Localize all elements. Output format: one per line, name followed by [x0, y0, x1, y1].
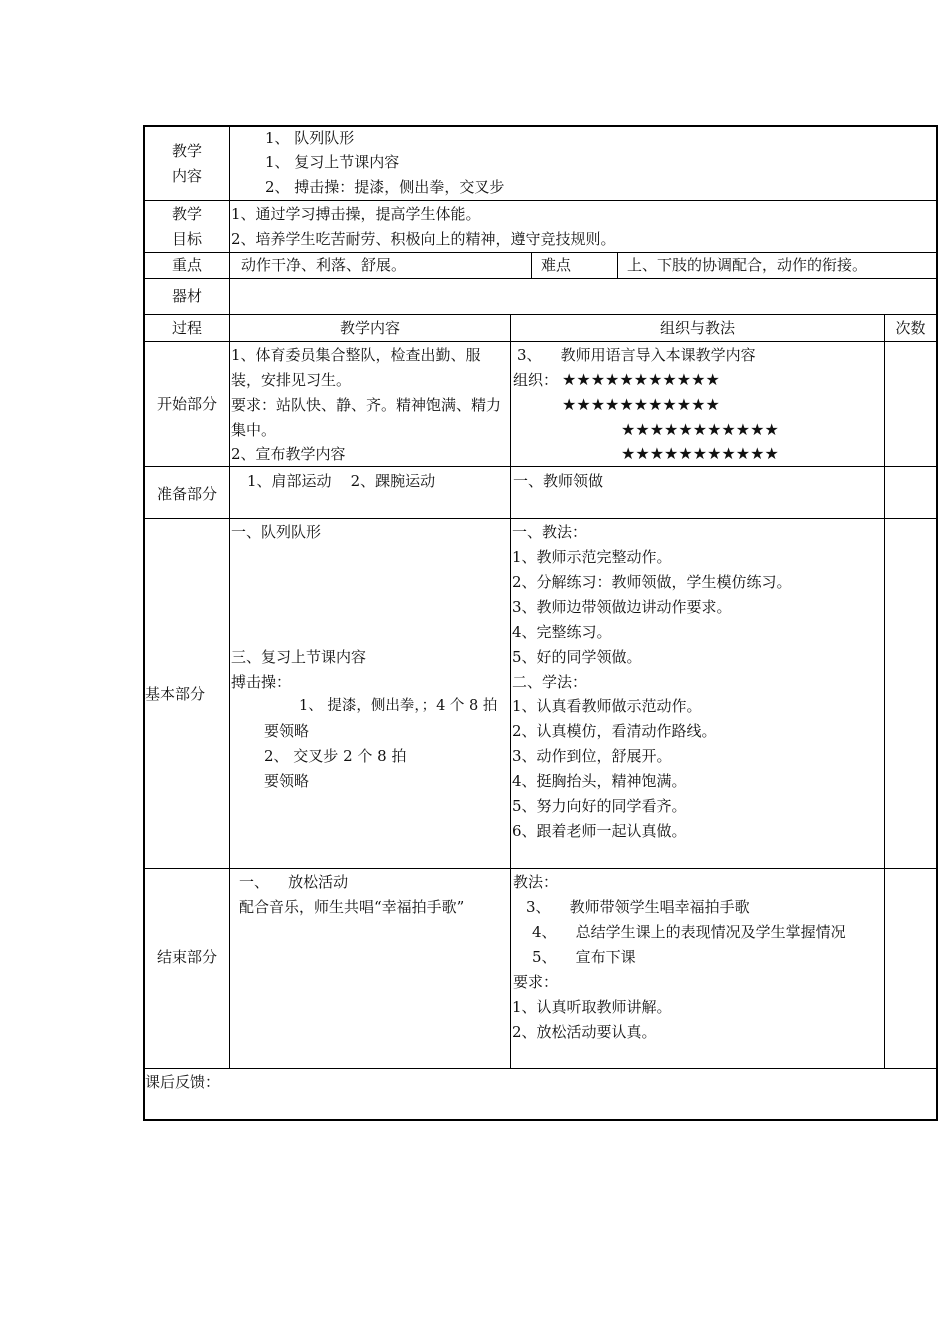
- equipment-label: 器材: [171, 287, 202, 305]
- content-item-2: 1、 复习上节课内容: [265, 153, 400, 171]
- goal-item-1: 1、通过学习搏击操，提高学生体能。: [231, 205, 481, 223]
- start-content-4: 集中。: [231, 421, 277, 439]
- goal-label-line2: 目标: [171, 230, 202, 248]
- content-label-line2: 内容: [171, 167, 202, 185]
- prep-content: 1、肩部运动 2、踝腕运动: [247, 472, 436, 490]
- basic-content-2: 三、复习上节课内容: [231, 648, 367, 666]
- difficulty-label: 难点: [541, 256, 572, 274]
- basic-method-7: 二、学法：: [512, 673, 588, 691]
- end-label: 结束部分: [156, 948, 217, 966]
- start-method-1: 3、 教师用语言导入本课教学内容: [517, 346, 756, 364]
- end-method-1: 教法：: [513, 873, 559, 891]
- formation-row-3: ★★★★★★★★★★★: [621, 420, 779, 439]
- difficulty-text: 上、下肢的协调配合，动作的衔接。: [627, 256, 868, 274]
- end-method-7: 2、放松活动要认真。: [512, 1023, 657, 1041]
- basic-method-4: 3、教师边带领做边讲动作要求。: [512, 598, 732, 616]
- basic-method-8: 1、认真看教师做示范动作。: [512, 697, 702, 715]
- prep-label: 准备部分: [156, 485, 217, 503]
- basic-content-1: 一、队列队形: [231, 523, 322, 541]
- content-item-3: 2、 搏击操：提漆，侧出拳，交叉步: [265, 178, 505, 196]
- basic-method-6: 5、好的同学领做。: [512, 648, 642, 666]
- basic-method-13: 6、跟着老师一起认真做。: [512, 822, 687, 840]
- basic-content-6: 2、 交叉步 2 个 8 拍: [264, 747, 407, 765]
- content-item-1: 1、 队列队形: [265, 129, 355, 147]
- feedback-label: 课后反馈：: [145, 1073, 221, 1091]
- start-org-label: 组织：: [513, 371, 559, 389]
- basic-method-9: 2、认真模仿，看清动作路线。: [512, 722, 717, 740]
- basic-method-3: 2、分解练习：教师领做，学生模仿练习。: [512, 573, 792, 591]
- basic-method-12: 5、努力向好的同学看齐。: [512, 797, 687, 815]
- goal-label-line1: 教学: [171, 205, 202, 223]
- basic-method-2: 1、教师示范完整动作。: [512, 548, 672, 566]
- end-method-2: 3、 教师带领学生唱幸福拍手歌: [526, 898, 750, 916]
- formation-row-4: ★★★★★★★★★★★: [621, 444, 779, 463]
- formation-row-2: ★★★★★★★★★★★: [562, 395, 720, 414]
- basic-method-11: 4、挺胸抬头，精神饱满。: [512, 772, 687, 790]
- end-method-3: 4、 总结学生课上的表现情况及学生掌握情况: [532, 923, 846, 941]
- goal-item-2: 2、培养学生吃苦耐劳、积极向上的精神，遵守竞技规则。: [231, 230, 616, 248]
- header-process: 过程: [171, 319, 202, 337]
- basic-method-5: 4、完整练习。: [512, 623, 612, 641]
- basic-label: 基本部分: [145, 685, 206, 703]
- start-content-3: 要求：站队快、静、齐。精神饱满、精力: [231, 396, 502, 414]
- basic-method-10: 3、动作到位，舒展开。: [512, 747, 672, 765]
- header-content: 教学内容: [339, 319, 400, 337]
- focus-text: 动作干净、利落、舒展。: [241, 256, 407, 274]
- focus-label: 重点: [171, 256, 202, 274]
- basic-method-1: 一、教法：: [512, 523, 588, 541]
- basic-content-4: 1、 提漆，侧出拳，；4 个 8 拍: [299, 698, 498, 714]
- basic-content-3: 搏击操：: [231, 673, 292, 691]
- start-content-5: 2、宣布教学内容: [231, 445, 346, 463]
- start-label: 开始部分: [156, 395, 217, 413]
- basic-content-5: 要领略: [264, 722, 310, 740]
- content-label-line1: 教学: [171, 142, 202, 160]
- end-method-5: 要求：: [513, 973, 559, 991]
- start-content-1: 1、体育委员集合整队，检查出勤、服: [231, 346, 481, 364]
- end-method-4: 5、 宣布下课: [532, 948, 636, 966]
- header-method: 组织与教法: [659, 319, 735, 337]
- end-content-1: 一、 放松活动: [239, 873, 349, 891]
- end-content-2: 配合音乐，师生共唱“幸福拍手歌”: [239, 898, 465, 916]
- start-content-2: 装，安排见习生。: [231, 371, 352, 389]
- basic-content-7: 要领略: [264, 772, 310, 790]
- prep-method: 一、教师领做: [513, 472, 604, 490]
- formation-row-1: ★★★★★★★★★★★: [562, 370, 720, 389]
- header-count: 次数: [895, 319, 926, 337]
- end-method-6: 1、认真听取教师讲解。: [512, 998, 672, 1016]
